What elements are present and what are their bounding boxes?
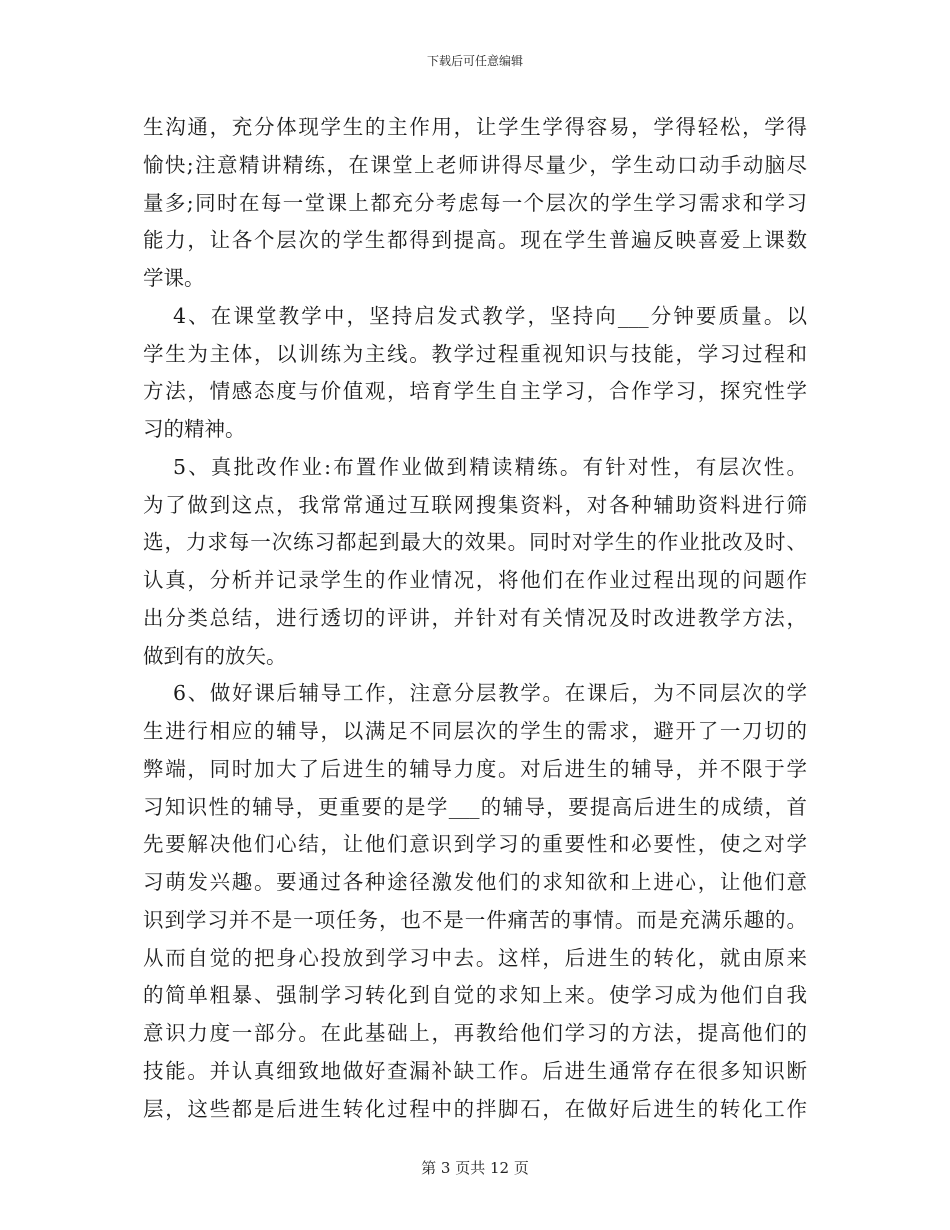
text-line: 能力，让各个层次的学生都得到提高。现在学生普遍反映喜爱上课数 [143, 228, 807, 253]
text-line: 技能。并认真细致地做好查漏补缺工作。后进生通常存在很多知识断 [143, 1058, 807, 1083]
text-line: 习知识性的辅导，更重要的是学___的辅导，要提高后进生的成绩，首 [143, 794, 807, 819]
text-line: 识到学习并不是一项任务，也不是一件痛苦的事情。而是充满乐趣的。 [143, 907, 807, 932]
text-line: 做到有的放矢。 [143, 643, 287, 668]
text-line: 层，这些都是后进生转化过程中的拌脚石，在做好后进生的转化工作 [143, 1096, 807, 1121]
text-line: 愉快;注意精讲精练，在课堂上老师讲得尽量少，学生动口动手动脑尽 [143, 152, 807, 177]
text-line: 习萌发兴趣。要通过各种途径激发他们的求知欲和上进心，让他们意 [143, 870, 807, 894]
text-line: 5、真批改作业:布置作业做到精读精练。有针对性，有层次性。 [173, 454, 807, 479]
text-line: 量多;同时在每一堂课上都充分考虑每一个层次的学生学习需求和学习 [143, 190, 807, 215]
text-line: 为了做到这点，我常常通过互联网搜集资料，对各种辅助资料进行筛 [143, 492, 807, 517]
paragraph [143, 109, 807, 298]
text-line: 选，力求每一次练习都起到最大的效果。同时对学生的作业批改及时、 [143, 530, 807, 555]
text-line: 意识力度一部分。在此基础上，再教给他们学习的方法，提高他们的 [143, 1021, 807, 1045]
text-line: 生进行相应的辅导，以满足不同层次的学生的需求，避开了一刀切的 [143, 719, 807, 743]
text-line: 生沟通，充分体现学生的主作用，让学生学得容易，学得轻松，学得 [143, 115, 807, 139]
text-line: 方法，情感态度与价值观，培育学生自主学习，合作学习，探究性学 [143, 379, 807, 404]
paragraph [143, 298, 807, 449]
text-line: 认真，分析并记录学生的作业情况，将他们在作业过程出现的问题作 [143, 568, 807, 592]
text-line: 6、做好课后辅导工作，注意分层教学。在课后，为不同层次的学 [173, 681, 807, 706]
text-line: 先要解决他们心结，让他们意识到学习的重要性和必要性，使之对学 [143, 832, 807, 857]
text-line: 出分类总结，进行透切的评讲，并针对有关情况及时改进教学方法， [143, 605, 807, 630]
page-number: 第 3 页共 12 页 [421, 1159, 529, 1177]
page-header: 下载后可任意编辑 [426, 54, 523, 68]
paragraph [143, 675, 807, 1128]
paragraph [143, 449, 807, 676]
text-line: 习的精神。 [143, 417, 246, 441]
text-line: 4、在课堂教学中，坚持启发式教学，坚持向___分钟要质量。以 [173, 303, 807, 328]
text-line: 学课。 [143, 266, 205, 290]
text-line: 从而自觉的把身心投放到学习中去。这样，后进生的转化，就由原来 [143, 945, 807, 970]
text-line: 弊端，同时加大了后进生的辅导力度。对后进生的辅导，并不限于学 [143, 756, 807, 781]
document-body [143, 109, 807, 1128]
text-line: 的简单粗暴、强制学习转化到自觉的求知上来。使学习成为他们自我 [143, 983, 807, 1008]
text-line: 学生为主体，以训练为主线。教学过程重视知识与技能，学习过程和 [143, 341, 807, 366]
